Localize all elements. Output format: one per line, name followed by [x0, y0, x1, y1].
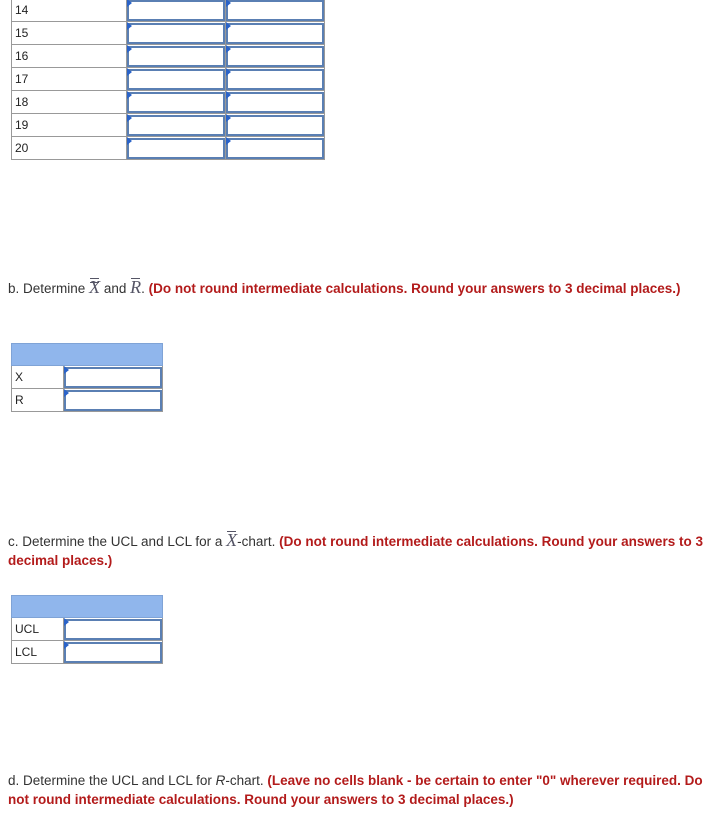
input-cell	[127, 114, 226, 137]
question-b-prefix: b. Determine	[8, 281, 86, 296]
question-d-instruction: (Leave no cells blank - be certain to enter "0" wherever required. Do not round intermediate calculations. Round your answers to 3 decimal places.)	[8, 773, 703, 807]
sample-range-input[interactable]	[226, 92, 324, 113]
sample-mean-input[interactable]	[127, 69, 225, 90]
marker-icon	[226, 45, 231, 53]
marker-icon	[64, 618, 69, 626]
sample-mean-input[interactable]	[127, 138, 225, 159]
lcl-input[interactable]	[64, 642, 162, 663]
input-cell	[127, 68, 226, 91]
sample-mean-input[interactable]	[127, 0, 225, 21]
x-bar-symbol: X	[226, 530, 238, 550]
sample-mean-input[interactable]	[127, 115, 225, 136]
marker-icon	[127, 91, 132, 99]
marker-icon	[127, 22, 132, 30]
question-c-prefix: c. Determine the UCL and LCL for a	[8, 534, 223, 549]
r-bar-symbol: R	[130, 277, 142, 297]
r-symbol: R	[215, 773, 226, 788]
question-d-suffix: -chart.	[225, 773, 264, 788]
question-c-suffix: -chart.	[237, 534, 276, 549]
input-cell	[226, 0, 325, 22]
input-cell	[64, 641, 163, 664]
question-d	[8, 771, 723, 809]
table-row	[12, 389, 163, 412]
sample-number: 16	[12, 45, 127, 68]
sample-range-input[interactable]	[226, 0, 324, 21]
sample-mean-input[interactable]	[127, 46, 225, 67]
table-row	[12, 366, 163, 389]
marker-icon	[127, 137, 132, 145]
row-label: X	[12, 366, 64, 389]
table-row	[12, 618, 163, 641]
question-d-prefix: d. Determine the UCL and LCL for	[8, 773, 212, 788]
marker-icon	[64, 389, 69, 397]
table-row	[12, 22, 325, 45]
sample-range-input[interactable]	[226, 23, 324, 44]
input-cell	[226, 68, 325, 91]
table-row	[12, 68, 325, 91]
marker-icon	[226, 114, 231, 122]
question-b	[8, 278, 723, 298]
sample-number: 15	[12, 22, 127, 45]
marker-icon	[226, 91, 231, 99]
input-cell	[127, 0, 226, 22]
input-cell	[226, 91, 325, 114]
part-c-answer-table	[11, 595, 163, 664]
input-cell	[64, 366, 163, 389]
row-label: UCL	[12, 618, 64, 641]
input-cell	[64, 389, 163, 412]
input-cell	[226, 114, 325, 137]
marker-icon	[226, 0, 231, 7]
sample-number: 17	[12, 68, 127, 91]
marker-icon	[64, 641, 69, 649]
marker-icon	[127, 68, 132, 76]
row-label: LCL	[12, 641, 64, 664]
sample-range-input[interactable]	[226, 115, 324, 136]
sample-data-table	[11, 0, 325, 160]
input-cell	[226, 45, 325, 68]
table-row	[12, 91, 325, 114]
input-cell	[226, 137, 325, 160]
input-cell	[127, 45, 226, 68]
marker-icon	[127, 45, 132, 53]
input-cell	[127, 22, 226, 45]
question-b-instruction: (Do not round intermediate calculations. Round your answers to 3 decimal places.)	[148, 281, 681, 296]
r-bar-input[interactable]	[64, 390, 162, 411]
header-cell	[12, 596, 163, 618]
ucl-input[interactable]	[64, 619, 162, 640]
marker-icon	[127, 0, 132, 7]
sample-range-input[interactable]	[226, 46, 324, 67]
sample-number: 19	[12, 114, 127, 137]
table-row	[12, 137, 325, 160]
table-header-row	[12, 596, 163, 618]
marker-icon	[226, 137, 231, 145]
table-row	[12, 45, 325, 68]
x-double-bar-symbol: X	[89, 277, 101, 297]
row-label: R	[12, 389, 64, 412]
marker-icon	[226, 22, 231, 30]
input-cell	[127, 91, 226, 114]
table-row	[12, 114, 325, 137]
table-header-row	[12, 344, 163, 366]
question-c	[8, 531, 723, 570]
table-row	[12, 0, 325, 22]
header-cell	[12, 344, 163, 366]
question-b-mid: and	[103, 281, 127, 296]
sample-mean-input[interactable]	[127, 92, 225, 113]
marker-icon	[64, 366, 69, 374]
input-cell	[226, 22, 325, 45]
x-double-bar-input[interactable]	[64, 367, 162, 388]
sample-number: 14	[12, 0, 127, 22]
table-row	[12, 641, 163, 664]
input-cell	[127, 137, 226, 160]
sample-range-input[interactable]	[226, 69, 324, 90]
part-b-answer-table	[11, 343, 163, 412]
marker-icon	[127, 114, 132, 122]
sample-range-input[interactable]	[226, 138, 324, 159]
sample-number: 18	[12, 91, 127, 114]
question-b-sep: .	[141, 281, 145, 296]
question-c-instruction: (Do not round intermediate calculations. Round your answers to 3 decimal places.)	[8, 534, 703, 568]
sample-mean-input[interactable]	[127, 23, 225, 44]
sample-number: 20	[12, 137, 127, 160]
marker-icon	[226, 68, 231, 76]
input-cell	[64, 618, 163, 641]
